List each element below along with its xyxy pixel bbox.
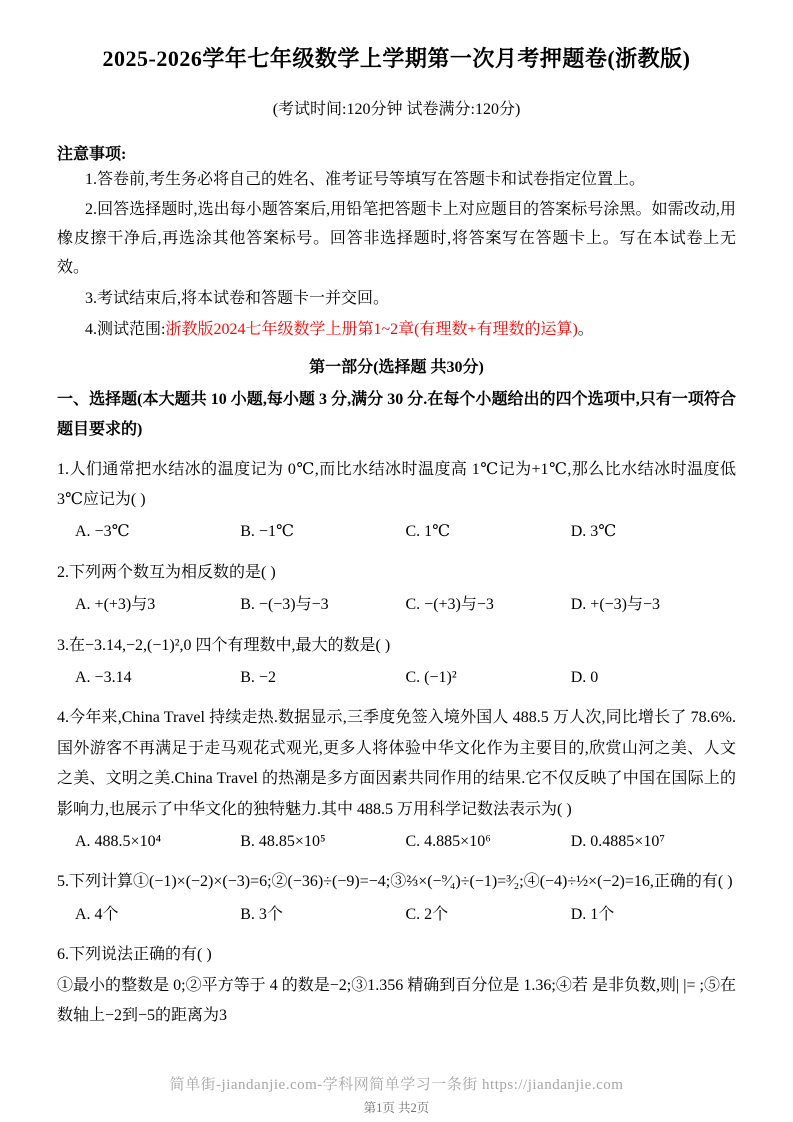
question-1-option-d: D. 3℃ <box>570 523 617 541</box>
exam-title: 2025-2026学年七年级数学上学期第一次月考押题卷(浙教版) <box>102 46 691 71</box>
question-1-option-b: B. −1℃ <box>240 523 294 541</box>
question-3-option-c: C. (−1)² <box>405 669 457 686</box>
page-number: 第1页 共2页 <box>363 1101 430 1115</box>
question-6 <box>57 940 736 1031</box>
notice-item-2: 2.回答选择题时,选出每小题答案后,用铅笔把答题卡上对应题目的答案标号涂黑。如需改动,用橡皮擦干净后,再选涂其他答案标号。回答非选择题时,将答案写在答题卡上。写在本试卷上无效。 <box>57 201 736 277</box>
notice-item-1: 1.答卷前,考生务必将自己的姓名、准考证号等填写在答题卡和试卷指定位置上。 <box>85 170 646 188</box>
question-2-options <box>57 590 736 620</box>
watermark-text: 简单街-jiandanjie.com-学科网简单学习一条街 https://jiandanjie.com <box>169 1077 624 1093</box>
question-2-option-a: A. +(+3)与3 <box>75 596 156 614</box>
question-1 <box>57 455 736 548</box>
question-3 <box>57 631 736 694</box>
question-2-option-c: C. −(+3)与−3 <box>405 596 494 614</box>
question-5 <box>57 867 736 930</box>
question-3-option-b: B. −2 <box>240 669 276 686</box>
question-3-option-d: D. 0 <box>570 669 599 686</box>
question-1-option-c: C. 1℃ <box>405 523 451 541</box>
question-4 <box>57 703 736 857</box>
question-2-stem: 2.下列两个数互为相反数的是( ) <box>57 563 276 581</box>
question-4-option-b: B. 48.85×10⁵ <box>240 832 326 850</box>
question-3-options <box>57 663 736 693</box>
question-3-stem: 3.在−3.14,−2,(−1)²,0 四个有理数中,最大的数是( ) <box>57 636 391 654</box>
question-6-statements: ①最小的整数是 0;②平方等于 4 的数是−2;③1.356 精确到百分位是 1.36;④若 是非负数,则| |= ;⑤在数轴上−2到−5的距离为3 <box>57 976 736 1024</box>
question-4-option-d: D. 0.4885×10⁷ <box>570 832 665 850</box>
notice-item-4-scope: 浙教版2024七年级数学上册第1~2章(有理数+有理数的运算) <box>165 320 578 338</box>
notice-item-3: 3.考试结束后,将本试卷和答题卡一并交回。 <box>85 289 390 307</box>
question-5-option-c: C. 2个 <box>405 905 449 923</box>
question-2-option-d: D. +(−3)与−3 <box>570 596 661 614</box>
question-4-stem: 4.今年来,China Travel 持续走热.数据显示,三季度免签入境外国人 488.5 万人次,同比增长了 78.6%.国外游客不再满足于走马观花式观光,更多人将体验中华文化作为主要目的,欣赏山河之美、人文之美、文明之美.China Travel 的热潮是多方面因素共同作用的结果.它不仅反映了中国在国际上的影响力,也展示了中华文化的独特魅力.其中 488.5 万用科学记数法表示为( ) <box>57 709 736 818</box>
question-6-stem: 6.下列说法正确的有( ) <box>57 946 212 964</box>
question-2 <box>57 558 736 621</box>
question-2-option-b: B. −(−3)与−3 <box>240 596 329 614</box>
notice-heading: 注意事项: <box>57 145 127 163</box>
question-5-option-a: A. 4个 <box>75 905 119 923</box>
notice-item-4-prefix: 4.测试范围: <box>85 320 166 338</box>
question-5-option-b: B. 3个 <box>240 905 283 923</box>
exam-subtitle: (考试时间:120分钟 试卷满分:120分) <box>272 100 521 118</box>
question-1-option-a: A. −3℃ <box>75 523 130 541</box>
choice-section-intro: 一、选择题(本大题共 10 小题,每小题 3 分,满分 30 分.在每个小题给出的四个选项中,只有一项符合题目要求的) <box>57 391 736 439</box>
notice-item-4-suffix: 。 <box>577 320 594 338</box>
question-4-option-a: A. 488.5×10⁴ <box>75 832 162 850</box>
question-3-option-a: A. −3.14 <box>75 669 132 686</box>
question-5-stem: 5.下列计算①(−1)×(−2)×(−3)=6;②(−36)÷(−9)=−4;③⅔×(−⁹⁄₄)÷(−1)=³⁄₂;④(−4)÷½×(−2)=16,正确的有( ) <box>57 873 733 891</box>
page-footer <box>0 1073 793 1116</box>
question-5-options <box>57 900 736 930</box>
question-4-option-c: C. 4.885×10⁶ <box>405 832 491 850</box>
question-5-option-d: D. 1个 <box>570 905 615 923</box>
part1-heading: 第一部分(选择题 共30分) <box>309 359 484 377</box>
question-4-options <box>57 827 736 857</box>
question-1-options <box>57 517 736 547</box>
question-1-stem: 1.人们通常把水结冰的温度记为 0℃,而比水结冰时温度高 1℃记为+1℃,那么比水结冰时温度低 3℃应记为( ) <box>57 460 736 509</box>
notice-item-4 <box>57 316 736 345</box>
